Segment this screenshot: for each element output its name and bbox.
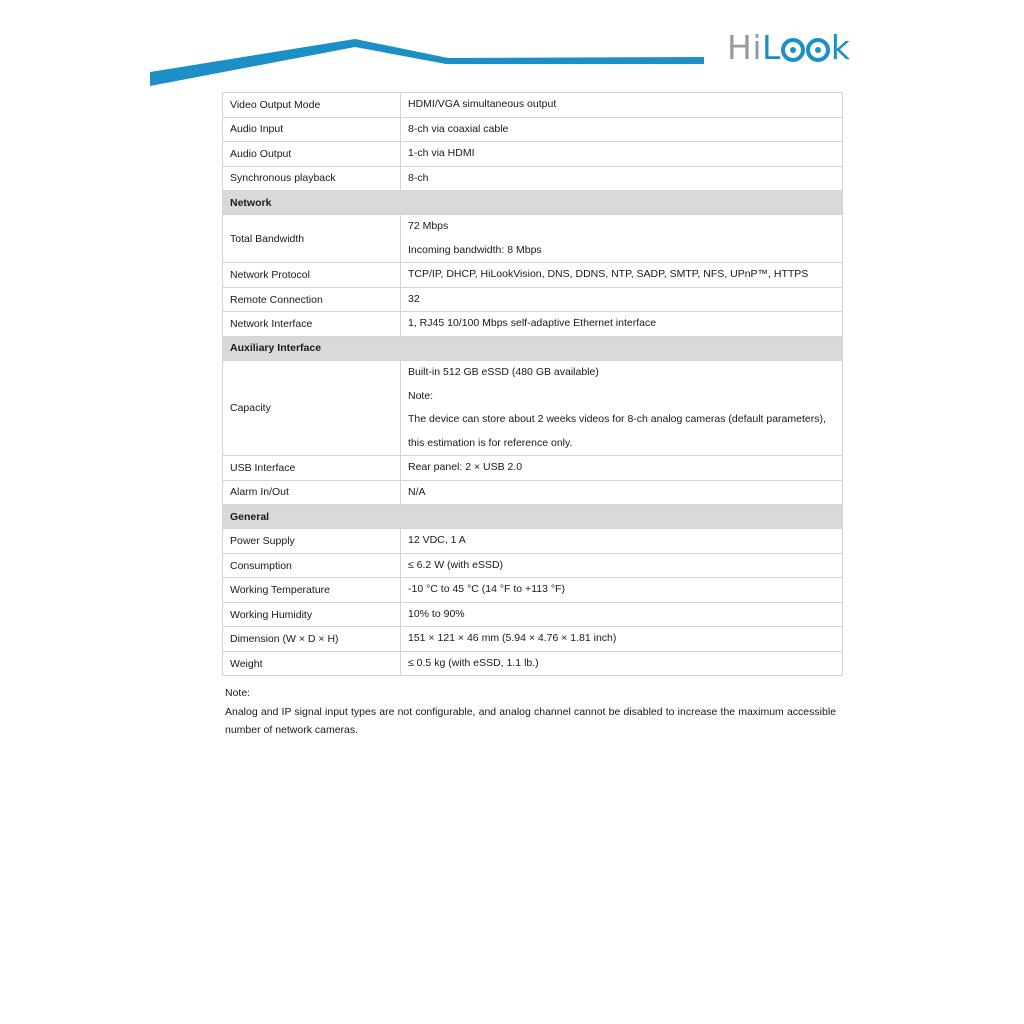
- spec-label: Video Output Mode: [223, 93, 401, 118]
- footnote-text: Analog and IP signal input types are not configurable, and analog channel cannot be disabled to increase the maximum accessible number of network cameras.: [225, 705, 836, 736]
- spec-label: Power Supply: [223, 529, 401, 554]
- spec-label: Network Interface: [223, 312, 401, 337]
- spec-value-line: -10 °C to 45 °C (14 °F to +113 °F): [408, 583, 565, 596]
- spec-row: [223, 529, 843, 554]
- spec-value-line: 8-ch via coaxial cable: [408, 122, 509, 135]
- spec-value-line: 1, RJ45 10/100 Mbps self-adaptive Ethernet interface: [408, 317, 657, 330]
- footnote: [225, 684, 836, 740]
- section-header-row: [223, 505, 843, 529]
- spec-row: [223, 263, 843, 288]
- spec-value-line: HDMI/VGA simultaneous output: [408, 98, 557, 110]
- spec-row: [223, 361, 843, 456]
- section-title: Auxiliary Interface: [223, 336, 843, 360]
- spec-row: [223, 553, 843, 578]
- spec-row: [223, 117, 843, 142]
- spec-value-line: The device can store about 2 weeks videos for 8-ch analog cameras (default parameters),: [408, 413, 826, 426]
- spec-value-line: Note:: [408, 389, 434, 402]
- spec-label: Audio Input: [223, 117, 401, 142]
- spec-label: Audio Output: [223, 142, 401, 167]
- spec-row: [223, 602, 843, 627]
- logo-text-l: L: [761, 28, 781, 67]
- spec-row: [223, 627, 843, 652]
- spec-label: Weight: [223, 651, 401, 676]
- spec-label: Consumption: [223, 553, 401, 578]
- spec-value: [401, 553, 843, 578]
- spec-value-line: 8-ch: [408, 171, 429, 184]
- spec-value: [401, 166, 843, 191]
- section-header-row: [223, 191, 843, 215]
- footnote-title: Note:: [225, 687, 251, 699]
- spec-value: [401, 480, 843, 505]
- spec-row: [223, 215, 843, 263]
- spec-value-line: Built-in 512 GB eSSD (480 GB available): [408, 366, 599, 379]
- spec-value: [401, 602, 843, 627]
- spec-value: [401, 263, 843, 288]
- spec-label: Working Temperature: [223, 578, 401, 603]
- spec-row: [223, 93, 843, 118]
- spec-value: [401, 287, 843, 312]
- spec-row: [223, 312, 843, 337]
- spec-row: [223, 578, 843, 603]
- logo-text-hi: Hi: [727, 28, 762, 67]
- spec-row: [223, 651, 843, 676]
- spec-value-line: 32: [408, 292, 420, 305]
- logo-o-ring: [781, 38, 805, 62]
- header-banner-graphic: [0, 0, 1024, 100]
- spec-row: [223, 287, 843, 312]
- spec-value: [401, 651, 843, 676]
- spec-value: [401, 215, 843, 263]
- spec-value: [401, 529, 843, 554]
- spec-value-line: Rear panel: 2 × USB 2.0: [408, 461, 523, 474]
- spec-value: [401, 142, 843, 167]
- spec-value-line: 72 Mbps: [408, 220, 449, 233]
- spec-row: [223, 166, 843, 191]
- spec-value-line: this estimation is for reference only.: [408, 436, 573, 449]
- section-title: Network: [223, 191, 843, 215]
- spec-label: USB Interface: [223, 456, 401, 481]
- spec-label: Synchronous playback: [223, 166, 401, 191]
- spec-value-line: ≤ 0.5 kg (with eSSD, 1.1 lb.): [408, 656, 539, 669]
- spec-table: [222, 92, 843, 676]
- spec-value: [401, 93, 843, 118]
- section-title: General: [223, 505, 843, 529]
- spec-value: [401, 312, 843, 337]
- spec-value-line: N/A: [408, 485, 426, 498]
- spec-value-line: ≤ 6.2 W (with eSSD): [408, 558, 504, 571]
- spec-row: [223, 480, 843, 505]
- spec-label: Total Bandwidth: [223, 215, 401, 263]
- spec-value-line: Incoming bandwidth: 8 Mbps: [408, 243, 542, 256]
- spec-row: [223, 142, 843, 167]
- spec-row: [223, 456, 843, 481]
- spec-value-line: 151 × 121 × 46 mm (5.94 × 4.76 × 1.81 inch): [408, 632, 617, 645]
- section-header-row: [223, 336, 843, 360]
- spec-value: [401, 578, 843, 603]
- spec-value: [401, 627, 843, 652]
- spec-value: [401, 117, 843, 142]
- spec-value-line: 12 VDC, 1 A: [408, 534, 466, 547]
- spec-label: Working Humidity: [223, 602, 401, 627]
- spec-value-line: 10% to 90%: [408, 607, 465, 620]
- spec-label: Capacity: [223, 361, 401, 456]
- spec-value-line: 1-ch via HDMI: [408, 147, 475, 159]
- spec-label: Dimension (W × D × H): [223, 627, 401, 652]
- spec-label: Alarm In/Out: [223, 480, 401, 505]
- logo-o-ring: [806, 38, 830, 62]
- banner-swoosh: [150, 39, 704, 86]
- logo-text-k: k: [830, 28, 851, 67]
- spec-label: Network Protocol: [223, 263, 401, 288]
- spec-value: [401, 361, 843, 456]
- spec-label: Remote Connection: [223, 287, 401, 312]
- spec-value: [401, 456, 843, 481]
- hilook-logo: [727, 28, 851, 68]
- spec-value-line: TCP/IP, DHCP, HiLookVision, DNS, DDNS, NTP, SADP, SMTP, NFS, UPnP™, HTTPS: [408, 268, 809, 281]
